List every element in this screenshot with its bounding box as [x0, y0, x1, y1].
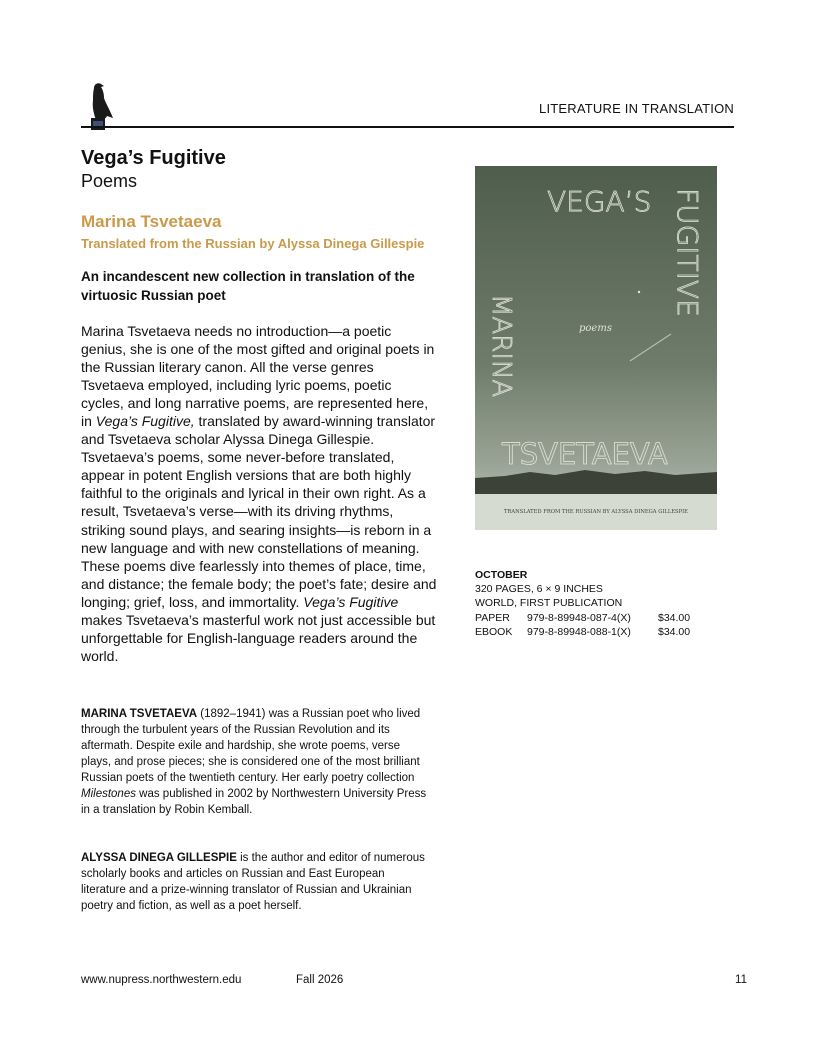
book-author: Marina Tsvetaeva	[81, 212, 222, 231]
bio-name: MARINA TSVETAEVA	[81, 708, 198, 720]
pub-specs: 320 PAGES, 6 × 9 INCHES	[475, 583, 603, 596]
cover-author-first: MARINA	[486, 294, 516, 398]
format-isbn: 979-8-89948-087-4(X)	[527, 611, 631, 624]
format-row	[475, 625, 690, 639]
format-label: PAPER	[475, 611, 510, 624]
bio-text: was published in 2002 by Northwestern University Press in a translation by Robin Kemball.	[81, 788, 427, 816]
bio-title-italic: Milestones	[81, 788, 136, 800]
description-title-italic: Vega’s Fugitive	[303, 593, 399, 610]
bio-text: is the author and editor of numerous scholarly books and articles on Russian and East European literature and a prize-winning translator of Russian and Ukrainian poetry and fiction, as well as a poet herself.	[81, 852, 425, 912]
book-description	[81, 322, 437, 665]
cover-label: poems	[579, 323, 612, 334]
format-label: EBOOK	[475, 625, 513, 638]
cover-title-line1: VEGA’S	[547, 185, 652, 218]
publication-info	[475, 568, 690, 639]
star-icon	[638, 291, 640, 293]
header-rule	[81, 126, 734, 128]
format-isbn: 979-8-89948-088-1(X)	[527, 625, 631, 638]
pub-rights: WORLD, FIRST PUBLICATION	[475, 597, 623, 610]
bio-text: (1892–1941) was a Russian poet who lived through the turbulent years of the Russian Revolution and its aftermath. Despite exile and hardship, she wrote poems, verse plays, and prose pieces; she is considered one of the most brilliant Russian poets of the twentieth century. Her early poetry collection	[81, 708, 421, 784]
bird-logo-icon	[80, 80, 116, 130]
footer-url: www.nupress.northwestern.edu	[81, 974, 242, 986]
cover-translator-line: TRANSLATED FROM THE RUSSIAN BY ALYSSA DINEGA GILLESPIE	[504, 509, 688, 515]
section-label: LITERATURE IN TRANSLATION	[539, 101, 734, 116]
format-price: $34.00	[658, 625, 691, 638]
description-text: Marina Tsvetaeva needs no introduction—a poetic genius, she is one of the most gifted and original poets in the Russian literary canon. All the verse genres Tsvetaeva employed, including lyric poems, poetic cycles, and long narrative poems, are represented here, in	[81, 323, 435, 430]
format-price: $34.00	[658, 611, 691, 624]
format-row	[475, 611, 690, 625]
description-title-italic: Vega’s Fugitive,	[95, 413, 195, 430]
cover-author-last: TSVETAEVA	[502, 437, 668, 471]
book-subtitle: Poems	[81, 171, 138, 191]
book-title: Vega’s Fugitive	[81, 147, 226, 169]
book-tagline: An incandescent new collection in translation of the virtuosic Russian poet	[81, 269, 415, 303]
bio-name: ALYSSA DINEGA GILLESPIE	[81, 852, 237, 864]
footer-season: Fall 2026	[296, 974, 344, 986]
page-number: 11	[735, 974, 747, 986]
description-text: translated by award-winning translator and Tsvetaeva scholar Alyssa Dinega Gillespie. Tsvetaeva’s poems, some never-before translated, appear in potent English versions that are both highly faithful to the originals and lyrical in their own right. As a result, Tsvetaeva’s verse—with its driving rhythms, striking sound plays, and searing insights—is reborn in a new language and with new constellations of meaning. These poems dive fearlessly into themes of place, time, and distance; the female body; the poet’s fate; desire and longing; grief, loss, and immortality.	[81, 413, 437, 610]
translator-bio	[81, 850, 431, 914]
pub-month: OCTOBER	[475, 569, 528, 581]
description-text: makes Tsvetaeva’s masterful work not just accessible but unforgettable for English-language readers around the world.	[81, 611, 436, 664]
book-cover-image	[475, 166, 717, 530]
translator-line: Translated from the Russian by Alyssa Dinega Gillespie	[81, 236, 425, 251]
cover-title-line2: FUGITIVE	[671, 188, 704, 317]
author-bio	[81, 706, 431, 818]
